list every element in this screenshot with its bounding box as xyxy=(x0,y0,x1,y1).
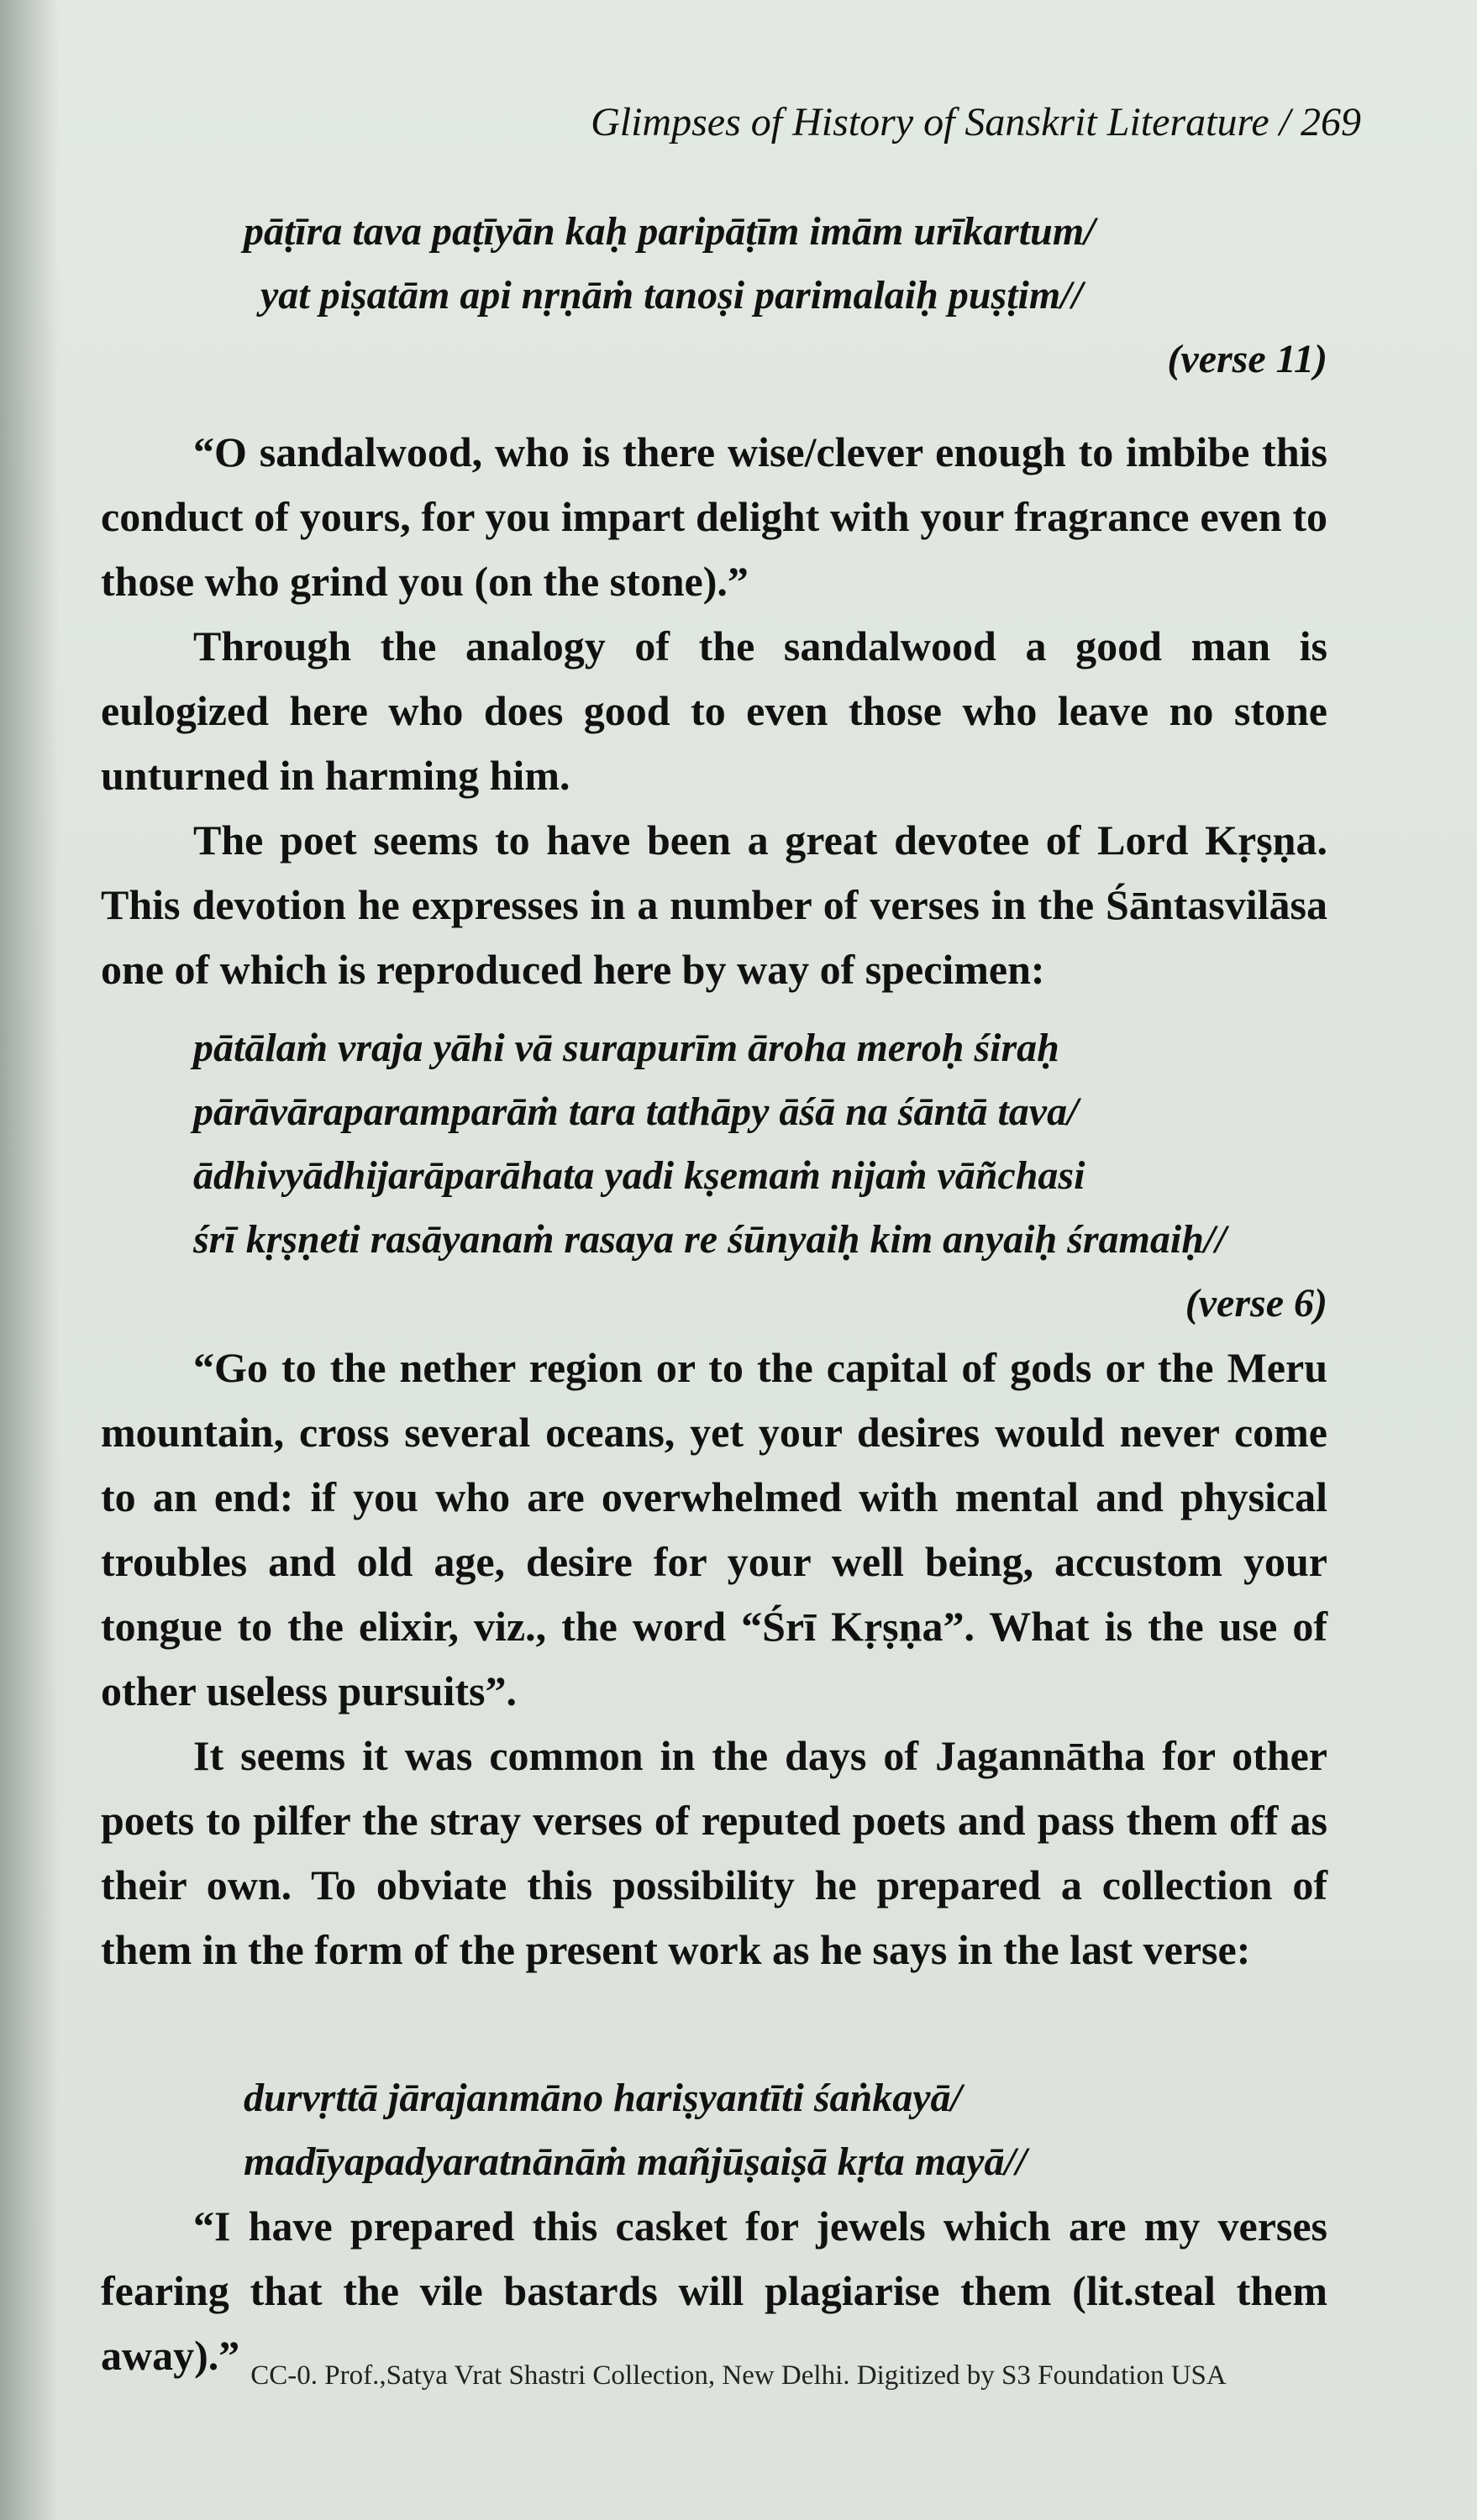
verse-last xyxy=(101,2066,1327,2194)
verse-11 xyxy=(101,200,1327,328)
verse-6-block xyxy=(101,1016,1327,1336)
verse-line: pāṭīra tava paṭīyān kaḥ paripāṭīm imām urīkartum/ xyxy=(244,209,1096,254)
paragraph: Through the analogy of the sandalwood a good man is eulogized here who does good to even those who leave no stone unturned in harming him. xyxy=(101,622,1327,799)
page-edge-shadow xyxy=(0,0,59,2520)
prose-block-3 xyxy=(101,2194,1327,2388)
verse-reference: (verse 6) xyxy=(1185,1281,1327,1326)
paragraph: “I have prepared this casket for jewels which are my verses fearing that the vile bastards will plagiarise them (lit.steal them away).” xyxy=(101,2202,1327,2379)
paragraph: The poet seems to have been a great devotee of Lord Kṛṣṇa. This devotion he expresses in a number of verses in the Śāntasvilāsa one of which is reproduced here by way of specimen: xyxy=(101,816,1327,993)
verse-line: madīyapadyaratnānāṁ mañjūṣaiṣā kṛta mayā// xyxy=(244,2139,1028,2184)
prose-block-1 xyxy=(101,420,1327,1002)
paragraph: It seems it was common in the days of Jagannātha for other poets to pilfer the stray verses of reputed poets and pass them off as their own. To obviate this possibility he prepared a collection of them in the form of the present work as he says in the last verse: xyxy=(101,1732,1327,1973)
verse-reference: (verse 11) xyxy=(1167,337,1327,381)
prose-block-2 xyxy=(101,1336,1327,1982)
verse-11-block xyxy=(101,200,1327,391)
running-header: Glimpses of History of Sanskrit Literature / 269 xyxy=(591,100,1361,144)
verse-line: śrī kṛṣṇeti rasāyanaṁ rasaya re śūnyaiḥ kim anyaiḥ śramaiḥ// xyxy=(193,1217,1227,1262)
digitization-credit: CC-0. Prof.,Satya Vrat Shastri Collection, New Delhi. Digitized by S3 Foundation USA xyxy=(250,2360,1227,2391)
verse-line: yat piṣatām api nṛṇāṁ tanoṣi parimalaiḥ puṣṭim// xyxy=(260,273,1083,318)
verse-6 xyxy=(101,1016,1327,1272)
verse-line: ādhivyādhijarāparāhata yadi kṣemaṁ nijaṁ vāñchasi xyxy=(193,1153,1085,1198)
verse-line: durvṛttā jārajanmāno hariṣyantīti śaṅkayā/ xyxy=(244,2076,962,2120)
verse-last-block xyxy=(101,2066,1327,2194)
paragraph: “O sandalwood, who is there wise/clever enough to imbibe this conduct of yours, for you impart delight with your fragrance even to those who grind you (on the stone).” xyxy=(101,428,1327,605)
verse-line: pārāvāraparamparāṁ tara tathāpy āśā na śāntā tava/ xyxy=(193,1089,1079,1134)
paragraph: “Go to the nether region or to the capital of gods or the Meru mountain, cross several oceans, yet your desires would never come to an end: if you who are overwhelmed with mental and physical troubles and old age, desire for your well being, accustom your tongue to the elixir, viz., the word “Śrī Kṛṣṇa”. What is the use of other useless pursuits”. xyxy=(101,1344,1327,1714)
verse-line: pātālaṁ vraja yāhi vā surapurīm āroha meroḥ śiraḥ xyxy=(193,1026,1059,1070)
